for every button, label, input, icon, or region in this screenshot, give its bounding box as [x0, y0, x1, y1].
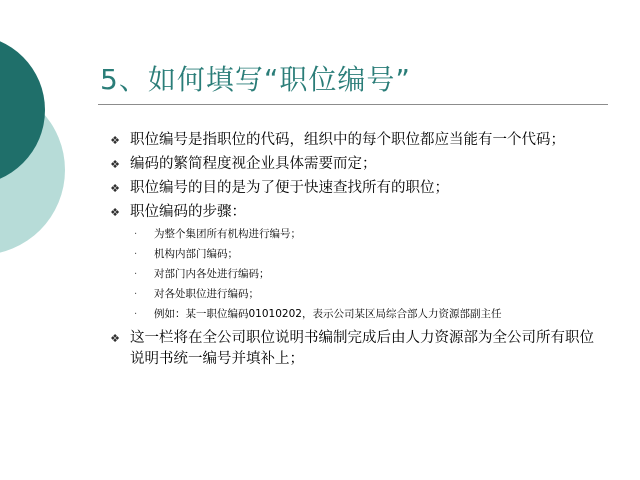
- bullet-list: [108, 130, 608, 373]
- bullet-item: [108, 154, 608, 175]
- bullet-text: 职位编码的步骤：: [130, 204, 246, 220]
- dot-bullet-icon: ·: [134, 309, 138, 320]
- diamond-bullet-icon: ❖: [110, 182, 120, 195]
- title-divider: [98, 104, 608, 105]
- dot-bullet-icon: ·: [134, 289, 138, 300]
- bullet-text: 这一栏将在全公司职位说明书编制完成后由人力资源部为全公司所有职位说明书统一编号并填补上；: [130, 330, 594, 367]
- bullet-item: [108, 328, 608, 370]
- sub-bullet-text: 例如：某一职位编码01010202，表示公司某区局综合部人力资源部副主任: [154, 308, 502, 320]
- diamond-bullet-icon: ❖: [110, 206, 120, 219]
- bullet-item: [108, 202, 608, 223]
- dot-bullet-icon: ·: [134, 269, 138, 280]
- sub-bullet-item: [108, 267, 608, 282]
- bullet-text: 职位编号的目的是为了便于快速查找所有的职位；: [130, 180, 449, 196]
- sub-bullet-text: 对部门内各处进行编码；: [154, 268, 270, 280]
- sub-bullet-item: [108, 247, 608, 262]
- slide-title: 5、如何填写“职位编号”: [100, 63, 411, 96]
- bullet-item: [108, 130, 608, 151]
- sub-bullet-item: [108, 287, 608, 302]
- dot-bullet-icon: ·: [134, 229, 138, 240]
- bullet-text: 编码的繁简程度视企业具体需要而定；: [130, 156, 377, 172]
- decorative-circles: [0, 0, 80, 260]
- sub-bullet-item: [108, 307, 608, 322]
- sub-bullet-item: [108, 227, 608, 242]
- diamond-bullet-icon: ❖: [110, 134, 120, 147]
- sub-bullet-list: [108, 227, 608, 322]
- dot-bullet-icon: ·: [134, 249, 138, 260]
- sub-bullet-text: 机构内部门编码；: [154, 248, 238, 260]
- diamond-bullet-icon: ❖: [110, 332, 120, 345]
- sub-bullet-text: 为整个集团所有机构进行编号；: [154, 228, 301, 240]
- bullet-item: [108, 178, 608, 199]
- diamond-bullet-icon: ❖: [110, 158, 120, 171]
- bullet-text: 职位编号是指职位的代码，组织中的每个职位都应当能有一个代码；: [130, 132, 565, 148]
- sub-bullet-text: 对各处职位进行编码；: [154, 288, 259, 300]
